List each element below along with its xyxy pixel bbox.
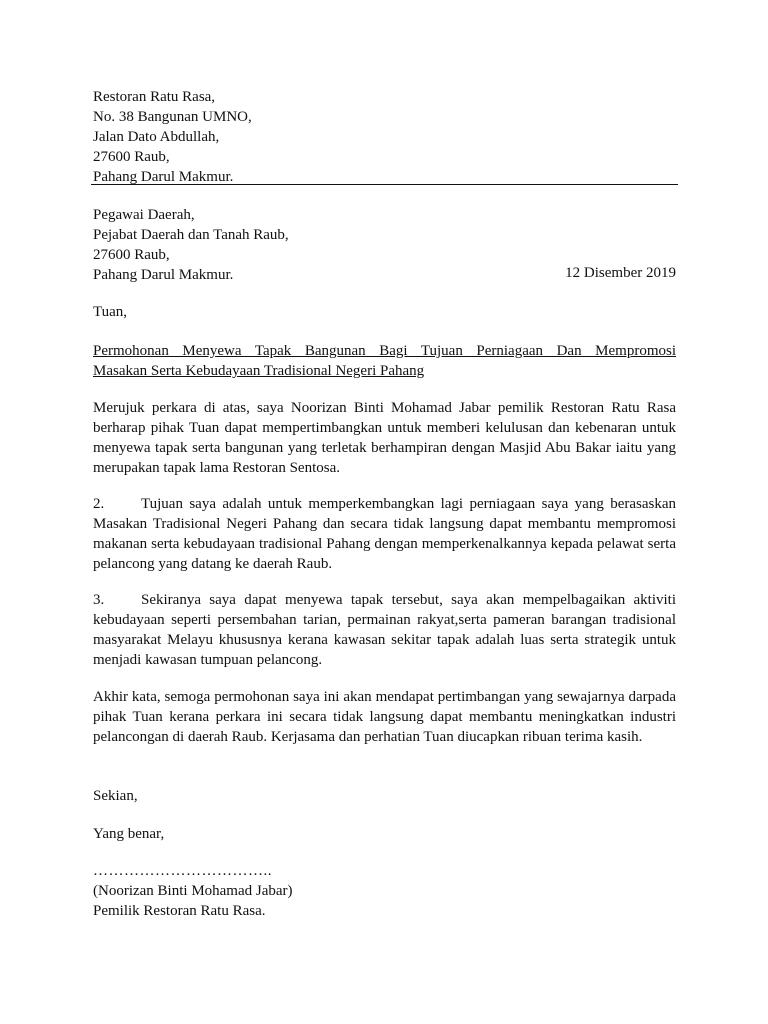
header-divider	[91, 184, 678, 185]
paragraph-4: Akhir kata, semoga permohonan saya ini akan mendapat pertimbangan yang sewajarnya darpada pihak Tuan kerana perkara ini secara tidak langsung dapat membantu meningkatkan industri pelancongan di daerah Raub. Kerjasama dan perhatian Tuan diucapkan ribuan terima kasih.	[93, 689, 676, 745]
recipient-address-line: Pahang Darul Makmur.	[93, 267, 234, 283]
sender-address-line: Restoran Ratu Rasa,	[93, 89, 216, 105]
sender-address-line: Jalan Dato Abdullah,	[93, 129, 220, 145]
paragraph-text: Tujuan saya adalah untuk memperkembangkan lagi perniagaan saya yang berasaskan Masakan Tradisional Negeri Pahang dan secara tidak langsung dapat membantu mempromosi makanan serta kebudayaan tradisional Pahang dengan memperkenalkannya kepada pelawat serta pelancong yang datang ke daerah Raub.	[93, 496, 676, 572]
letter-date: 12 Disember 2019	[565, 265, 676, 281]
paragraph-number: 2.	[93, 496, 105, 512]
paragraph-2	[93, 494, 676, 574]
paragraph-1: Merujuk perkara di atas, saya Noorizan Binti Mohamad Jabar pemilik Restoran Ratu Rasa berharap pihak Tuan dapat mempertimbangkan untuk memberi kelulusan dan kebenaran untuk menyewa tapak serta bangunan yang terletak berhampiran dengan Masjid Abu Bakar iaitu yang merupakan tapak lama Restoran Sentosa.	[93, 400, 676, 476]
recipient-address-line: Pegawai Daerah,	[93, 207, 195, 223]
salutation: Tuan,	[93, 304, 128, 320]
paragraph-text: Sekiranya saya dapat menyewa tapak tersebut, saya akan mempelbagaikan aktiviti kebudayaan seperti persembahan tarian, permainan rakyat,serta pameran barangan tradisional masyarakat Melayu khususnya kerana kawasan sekitar tapak adalah luas serta strategik untuk menjadi kawasan tumpuan pelancong.	[93, 592, 676, 668]
sender-address	[93, 87, 676, 187]
sender-address-line: Pahang Darul Makmur.	[93, 169, 234, 185]
subject-line: Masakan Serta Kebudayaan Tradisional Negeri Pahang	[93, 363, 425, 379]
signatory-name: (Noorizan Binti Mohamad Jabar)	[93, 883, 293, 899]
signatory-title: Pemilik Restoran Ratu Rasa.	[93, 903, 266, 919]
subject-line: Permohonan Menyewa Tapak Bangunan Bagi Tujuan Perniagaan Dan Mempromosi	[93, 343, 676, 359]
sender-address-line: No. 38 Bangunan UMNO,	[93, 109, 252, 125]
sender-address-line: 27600 Raub,	[93, 149, 170, 165]
closing-yang-benar: Yang benar,	[93, 826, 165, 842]
recipient-address-line: 27600 Raub,	[93, 247, 170, 263]
closing-sekian: Sekian,	[93, 788, 138, 804]
subject	[93, 341, 676, 381]
signature-line: ……………………………..	[93, 863, 272, 879]
signatory	[93, 881, 676, 921]
paragraph-3	[93, 590, 676, 670]
paragraph-number: 3.	[93, 592, 105, 608]
recipient-address-line: Pejabat Daerah dan Tanah Raub,	[93, 227, 289, 243]
